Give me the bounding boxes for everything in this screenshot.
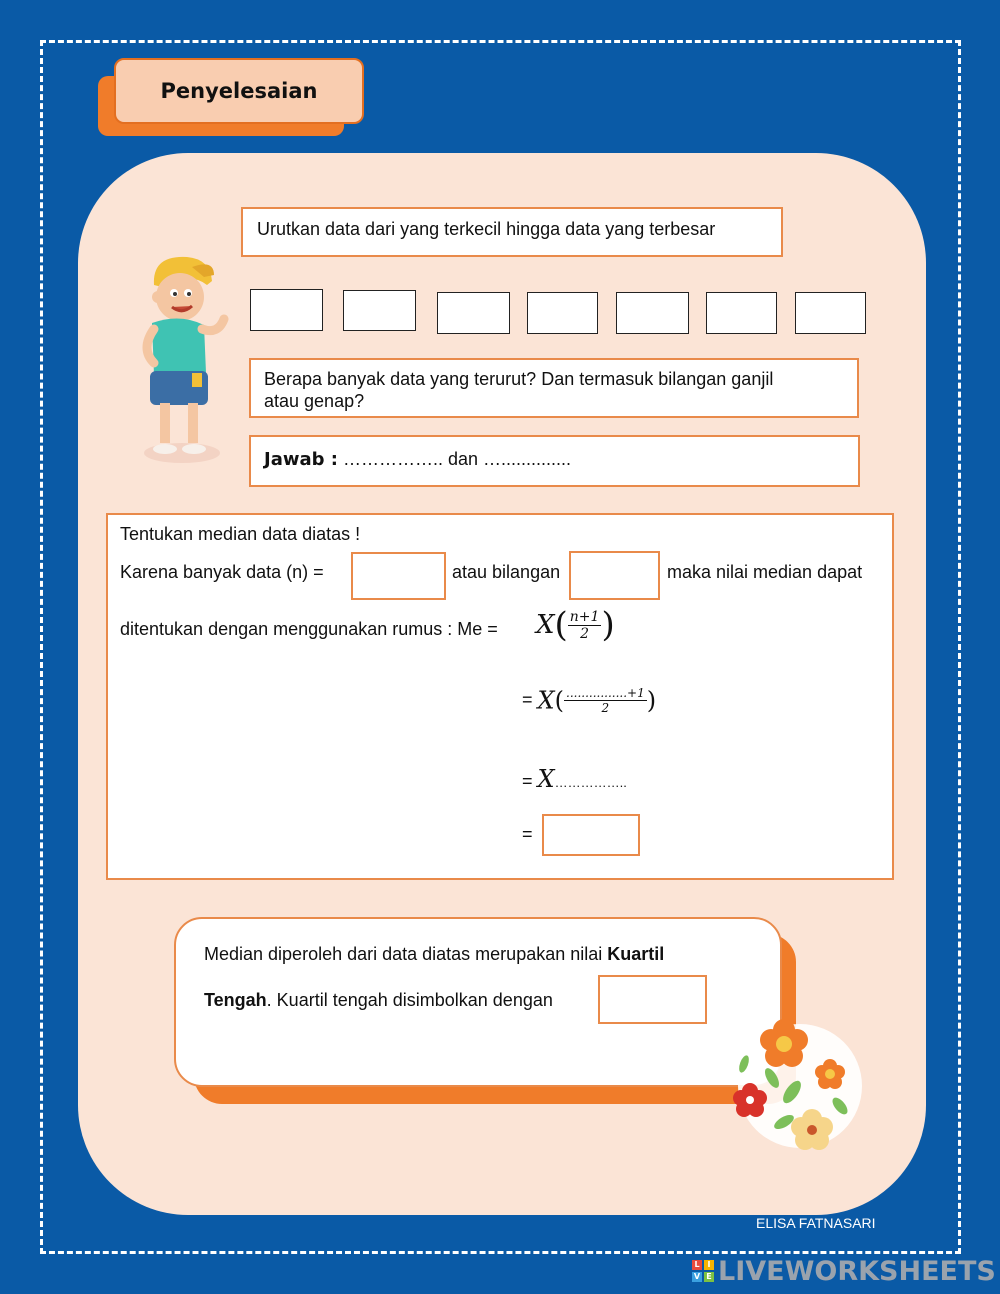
boy-illustration: [132, 245, 232, 470]
median-line2: ditentukan dengan menggunakan rumus : Me =: [120, 619, 498, 639]
step2-denominator: 2: [601, 701, 610, 715]
count-question-line2: atau genap?: [264, 391, 365, 411]
parity-input[interactable]: [569, 551, 660, 600]
sort-slot-7[interactable]: [795, 292, 866, 334]
step2-symbol: X: [537, 686, 555, 715]
median-section: [106, 513, 894, 880]
sort-slot-4[interactable]: [527, 292, 598, 334]
note-box: [174, 917, 782, 1087]
sort-slot-2[interactable]: [343, 290, 416, 331]
note-text-a: Median diperoleh dari data diatas merupakan nilai: [204, 944, 608, 964]
count-question-line1: Berapa banyak data yang terurut? Dan termasuk bilangan ganjil: [264, 369, 774, 389]
sort-slot-3[interactable]: [437, 292, 510, 334]
brand-letter-i: I: [704, 1260, 714, 1270]
brand-letter-v: V: [693, 1272, 701, 1281]
median-step3: [522, 765, 627, 793]
median-formula: X( $\frac{n+1}{2}$ ): [536, 605, 615, 645]
step4-equals: =: [522, 824, 533, 844]
page-title: Penyelesaian: [114, 58, 364, 124]
step2-fraction[interactable]: [564, 686, 647, 715]
note-line2: [204, 990, 553, 1011]
median-line1-c: maka nilai median dapat: [667, 562, 863, 582]
sort-slot-1[interactable]: [250, 289, 323, 331]
step3-equals: =: [522, 771, 533, 791]
formula-numerator: n+1: [569, 608, 600, 625]
answer-blanks[interactable]: …………….. dan …..............: [337, 449, 572, 469]
step2-numerator[interactable]: ................+1: [566, 686, 645, 700]
note-text-b: . Kuartil tengah disimbolkan dengan: [266, 990, 553, 1010]
formula-denominator: 2: [580, 625, 590, 642]
author-name: ELISA FATNASARI: [756, 1215, 876, 1231]
sorting-instruction: Urutkan data dari yang terkecil hingga data yang terbesar: [241, 207, 783, 257]
formula-symbol: X: [536, 610, 555, 640]
brand-logo: [692, 1256, 996, 1286]
median-step2: = X( $\frac{................+1}{2}$ ): [522, 686, 657, 715]
brand-name: LIVEWORKSHEETS: [718, 1255, 996, 1287]
note-line1: [204, 944, 664, 965]
note-bold-b: Tengah: [204, 990, 267, 1010]
n-input[interactable]: [351, 552, 446, 600]
answer-box[interactable]: [249, 435, 860, 487]
step2-equals: =: [522, 689, 533, 710]
formula-fraction: [568, 609, 602, 642]
count-question: [249, 358, 859, 418]
sort-slot-5[interactable]: [616, 292, 689, 334]
note-bold-a: Kuartil: [607, 944, 665, 964]
brand-letter-e: E: [704, 1272, 714, 1282]
brand-grid-icon: [692, 1260, 714, 1282]
sort-slot-6[interactable]: [706, 292, 777, 334]
median-line1-a: Karena banyak data (n) =: [120, 562, 324, 582]
median-line1-b: atau bilangan: [452, 562, 561, 582]
quartile-symbol-input[interactable]: [598, 975, 707, 1024]
step3-subscript[interactable]: ……………..: [554, 775, 627, 790]
brand-letter-l: L: [692, 1260, 702, 1270]
answer-label: Jawab :: [264, 449, 338, 470]
median-result-input[interactable]: [542, 814, 640, 856]
flowers-decoration: [722, 1016, 872, 1156]
median-heading: Tentukan median data diatas !: [120, 524, 361, 544]
step3-symbol: X: [537, 765, 555, 793]
